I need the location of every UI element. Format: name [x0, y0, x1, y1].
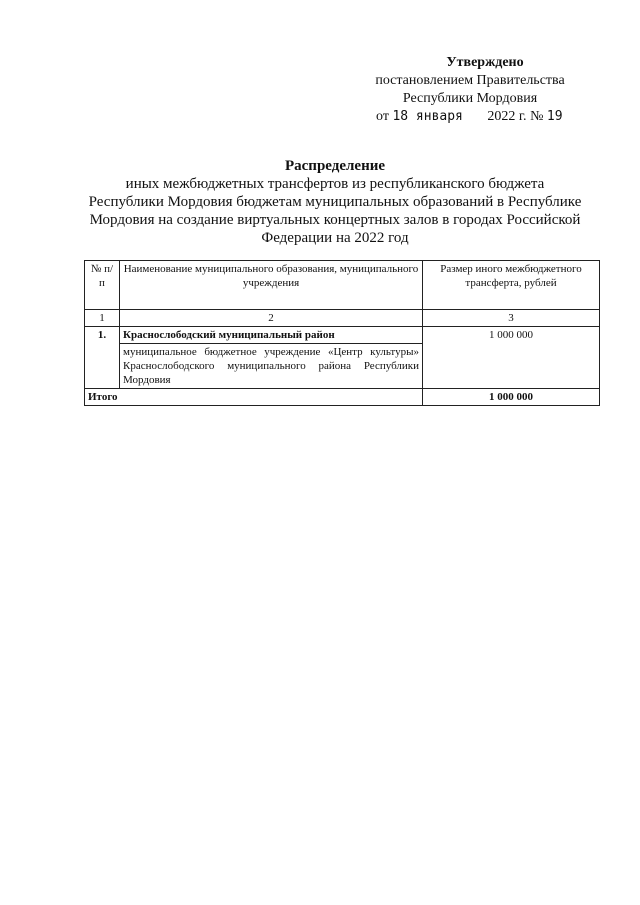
- row-institution: муниципальное бюджетное учреждение «Центр культуры» Краснослободского муниципального района Республики Мордовия: [120, 344, 423, 389]
- title-line-3: Мордовия на создание виртуальных концертных залов в городах Российской: [89, 212, 581, 228]
- title-line-4: Федерации на 2022 год: [261, 230, 409, 246]
- row-district: Краснослободский муниципальный район: [120, 327, 423, 344]
- total-row: [85, 389, 600, 406]
- total-amount: 1 000 000: [423, 389, 600, 406]
- header-num: № п/п: [85, 261, 120, 310]
- header-amount: Размер иного межбюджетного трансферта, рублей: [423, 261, 600, 310]
- decree-number: 19: [546, 109, 563, 124]
- total-label: Итого: [85, 389, 423, 406]
- col-number-1: 1: [85, 310, 120, 327]
- date-prefix: от: [376, 109, 389, 124]
- date-value: 18 января: [392, 109, 463, 124]
- title-line-1: иных межбюджетных трансфертов из республиканского бюджета: [125, 176, 545, 192]
- approval-date-line: [340, 108, 600, 126]
- approval-line-1: постановлением Правительства: [375, 73, 565, 88]
- table-row: [85, 344, 600, 389]
- header-name: Наименование муниципального образования, муниципального учреждения: [120, 261, 423, 310]
- distribution-table: [84, 260, 600, 406]
- title-heading: Распределение: [284, 158, 386, 174]
- row-num-empty: [85, 344, 120, 389]
- title-line-2: Республики Мордовия бюджетам муниципальных образований в Республике: [88, 194, 582, 210]
- table-row: [85, 327, 600, 344]
- approval-heading: Утверждено: [446, 55, 524, 70]
- row-num: 1.: [85, 327, 120, 344]
- number-sign: №: [530, 109, 544, 124]
- approval-block: [340, 54, 600, 126]
- approval-line-2: Республики Мордовия: [402, 91, 538, 106]
- row-amount-empty: [423, 344, 600, 389]
- table-header-row: [85, 261, 600, 310]
- row-amount: 1 000 000: [423, 327, 600, 344]
- col-number-3: 3: [423, 310, 600, 327]
- document-title: [60, 157, 610, 247]
- col-number-2: 2: [120, 310, 423, 327]
- approval-year: 2022 г.: [487, 109, 527, 124]
- column-number-row: [85, 310, 600, 327]
